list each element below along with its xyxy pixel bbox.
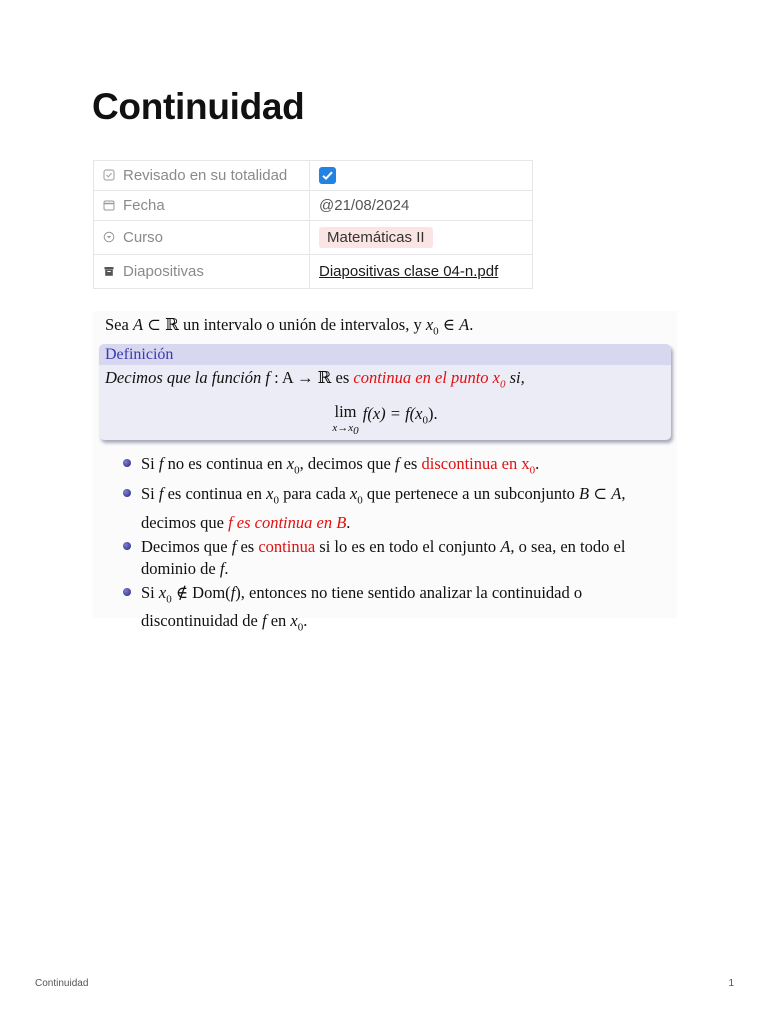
text: .	[469, 315, 474, 334]
definition-heading: Definición	[99, 344, 671, 365]
calendar-icon	[103, 199, 115, 211]
text: 0	[529, 464, 536, 477]
property-label-curso[interactable]	[94, 221, 310, 255]
text: en	[266, 610, 291, 630]
bullet-icon	[123, 459, 131, 467]
text: f	[219, 558, 225, 578]
text: f	[261, 610, 267, 630]
text: lim	[334, 402, 357, 421]
text: 0	[500, 378, 506, 391]
text: .	[303, 610, 308, 630]
text: f	[230, 582, 236, 602]
text: A	[500, 536, 511, 556]
page-title: Continuidad	[92, 86, 305, 127]
text: que pertenece a un subconjunto	[362, 484, 580, 504]
text: es	[236, 536, 259, 556]
text: f	[158, 484, 164, 504]
highlight-text: continua	[258, 536, 316, 556]
property-value-diapositivas[interactable]	[310, 255, 533, 289]
text: si lo es en todo el conjunto	[315, 536, 501, 556]
text: ∉ Dom(	[171, 582, 231, 602]
text: , o sea, en todo el dominio de	[141, 536, 626, 578]
text: Si	[141, 454, 159, 473]
text: si,	[505, 368, 525, 387]
text: x	[266, 484, 274, 504]
text: Si	[141, 582, 159, 602]
text: x	[290, 610, 298, 630]
text: Sea	[105, 315, 133, 334]
lim-subscript	[332, 420, 358, 439]
text: x	[286, 454, 295, 473]
text: 0	[166, 592, 172, 605]
bullet-list	[115, 453, 655, 640]
property-label: Curso	[123, 229, 164, 246]
text: x	[425, 315, 434, 334]
text: 0	[273, 494, 279, 507]
property-row-diapositivas	[94, 255, 533, 289]
property-label-revisado[interactable]	[94, 161, 310, 191]
text: 0	[353, 425, 359, 438]
property-row-revisado	[94, 161, 533, 191]
lim-operator	[332, 404, 358, 439]
list-item	[115, 483, 655, 533]
definition-block	[99, 344, 671, 440]
text: ⊂ ℝ un intervalo o unión de intervalos, y	[143, 315, 426, 334]
highlight-text: continua en el punto x	[353, 368, 501, 387]
file-icon	[103, 265, 115, 277]
bullet-icon	[123, 542, 131, 550]
text: x	[158, 582, 167, 602]
course-tag[interactable]: Matemáticas II	[319, 227, 433, 248]
text: .	[535, 454, 540, 473]
text: f	[231, 536, 237, 556]
slide-intro	[105, 315, 473, 337]
text: : A → ℝ es	[269, 368, 354, 387]
select-icon	[103, 231, 115, 243]
limit-formula	[99, 404, 671, 439]
text: , decimos que	[299, 454, 395, 473]
text: A	[132, 315, 144, 334]
slide-image	[93, 311, 677, 634]
text: .	[346, 512, 351, 532]
bullet-icon	[123, 489, 131, 497]
property-row-fecha	[94, 191, 533, 221]
text: A	[611, 484, 622, 504]
pdf-file-link[interactable]: Diapositivas clase 04-n.pdf	[319, 263, 499, 280]
text: es continua en	[163, 484, 267, 504]
text: ).	[427, 404, 438, 423]
list-item	[115, 536, 655, 580]
text: Si	[141, 484, 159, 504]
text: ⊂	[589, 484, 612, 504]
text: f	[394, 454, 400, 473]
text: B	[579, 484, 590, 504]
property-value-revisado[interactable]	[310, 161, 533, 191]
text: 0	[422, 414, 428, 427]
text: f	[265, 368, 270, 387]
property-row-curso	[94, 221, 533, 255]
text: 0	[433, 325, 439, 338]
text: Decimos que	[141, 536, 232, 556]
text: para cada	[278, 484, 350, 504]
list-item	[115, 453, 655, 481]
text: , decimos que	[141, 484, 626, 532]
property-label: Revisado en su totalidad	[123, 167, 288, 184]
footer-page-title: Continuidad	[35, 978, 89, 989]
text: 0	[294, 464, 300, 477]
checked-checkbox[interactable]	[319, 167, 336, 184]
text: f	[158, 454, 164, 473]
text: ∈	[438, 315, 460, 334]
text: es	[399, 454, 422, 473]
text: 0	[297, 621, 304, 634]
property-value-curso[interactable]	[310, 221, 533, 255]
text: ), entonces no tiene sentido analizar la continuidad o discontinuidad de	[141, 582, 583, 630]
text: A	[459, 315, 470, 334]
list-item	[115, 582, 655, 639]
date-value: @21/08/2024	[319, 197, 410, 214]
text: .	[224, 558, 229, 578]
bullet-icon	[123, 588, 131, 596]
properties-table	[93, 160, 533, 289]
property-label: Fecha	[123, 197, 165, 214]
text: no es continua en	[163, 454, 287, 473]
property-label: Diapositivas	[123, 263, 204, 280]
definition-text	[99, 365, 671, 393]
text: 0	[357, 494, 363, 507]
footer-page-number: 1	[728, 978, 734, 989]
highlight-text: f es continua en B	[228, 512, 347, 532]
property-label-diapositivas[interactable]	[94, 255, 310, 289]
text: f(x) = f(x	[358, 404, 423, 423]
text: x	[349, 484, 358, 504]
checkbox-property-icon	[103, 169, 115, 181]
checkmark-icon	[321, 169, 334, 182]
property-value-fecha[interactable]	[310, 191, 533, 221]
property-label-fecha[interactable]	[94, 191, 310, 221]
text: Decimos que la función	[105, 368, 266, 387]
highlight-text: discontinua en x	[421, 454, 530, 473]
text: x→x	[332, 422, 354, 434]
